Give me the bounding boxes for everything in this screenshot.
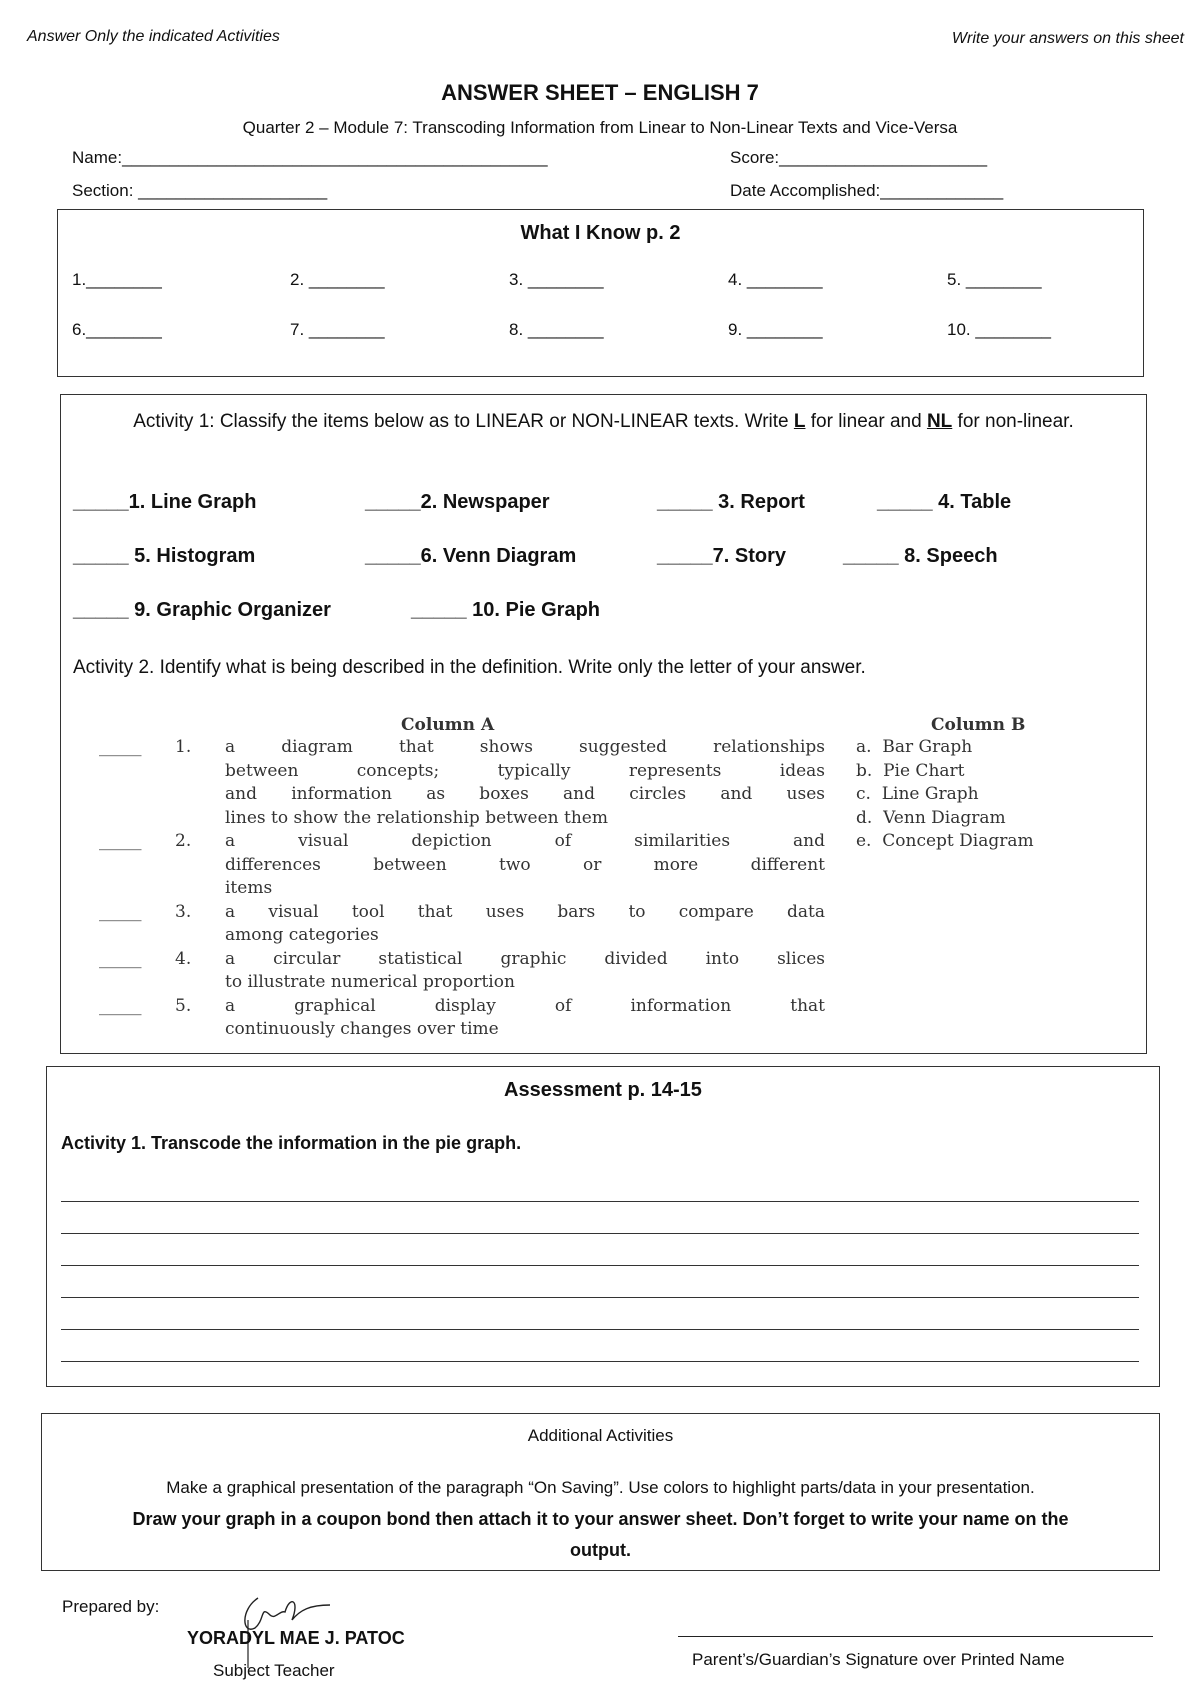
choice-e: e. Concept Diagram (856, 831, 1034, 851)
activity1-instructions: Activity 1: Classify the items below as to LINEAR or NON-LINEAR texts. Write L for linear and NL for non-linear. (133, 411, 1074, 432)
classify-item-3[interactable]: _____ 3. Report (657, 491, 805, 513)
classify-item-7[interactable]: _____7. Story (657, 545, 786, 567)
answer-blank-8[interactable]: 8. ________ (509, 320, 604, 339)
answer-line[interactable] (61, 1361, 1139, 1362)
definition-line: continuously changes over time (225, 1019, 499, 1039)
match-blank-2[interactable]: _____ (99, 831, 142, 851)
classify-item-9[interactable]: _____ 9. Graphic Organizer (73, 599, 331, 621)
match-number: 5. (175, 995, 192, 1016)
match-number: 2. (175, 831, 192, 851)
additional-bold-text: Draw your graph in a coupon bond then attach it to your answer sheet. Don’t forget to write your name on the output. (132, 1509, 1069, 1560)
choice-b: b. Pie Chart (856, 760, 965, 781)
prepared-by-label: Prepared by: (62, 1597, 160, 1616)
activity2-instructions: Activity 2. Identify what is being described in the definition. Write only the letter of your answer. (73, 657, 866, 678)
definition-line: a circular statistical graphic divided into slices (225, 948, 825, 969)
answer-line[interactable] (61, 1297, 1139, 1298)
answer-line[interactable] (61, 1329, 1139, 1330)
parent-signature-line[interactable] (678, 1636, 1153, 1637)
choice-d: d. Venn Diagram (856, 807, 1006, 828)
match-number: 4. (175, 948, 192, 969)
classify-item-8[interactable]: _____ 8. Speech (843, 545, 998, 567)
definition-line: a visual depiction of similarities and (225, 831, 825, 851)
activities-box (60, 394, 1147, 1054)
answer-line[interactable] (61, 1201, 1139, 1202)
page-title: ANSWER SHEET – ENGLISH 7 (441, 80, 759, 105)
definition-line: between concepts; typically represents ideas (225, 760, 825, 781)
page-subtitle: Quarter 2 – Module 7: Transcoding Information from Linear to Non-Linear Texts and Vice-Versa (242, 118, 958, 137)
what-i-know-box (57, 209, 1144, 377)
answer-blank-10[interactable]: 10. ________ (947, 320, 1051, 339)
additional-text: Make a graphical presentation of the paragraph “On Saving”. Use colors to highlight parts/data in your presentation. (166, 1478, 1035, 1497)
answer-blank-5[interactable]: 5. ________ (947, 270, 1042, 289)
definition-line: items (225, 878, 273, 898)
classify-item-5[interactable]: _____ 5. Histogram (73, 545, 256, 567)
teacher-name: YORADYL MAE J. PATOC (187, 1628, 405, 1648)
answer-blank-2[interactable]: 2. ________ (290, 270, 385, 289)
answer-blank-4[interactable]: 4. ________ (728, 270, 823, 289)
answer-blank-1[interactable]: 1.________ (72, 270, 162, 289)
answer-blank-9[interactable]: 9. ________ (728, 320, 823, 339)
score-field[interactable]: Score:______________________ (730, 148, 988, 167)
teacher-role: Subject Teacher (213, 1661, 335, 1680)
choice-a: a. Bar Graph (856, 737, 973, 757)
answer-line[interactable] (61, 1233, 1139, 1234)
match-number: 1. (175, 737, 192, 757)
definition-line: among categories (225, 925, 379, 945)
assessment-instructions: Activity 1. Transcode the information in the pie graph. (61, 1133, 522, 1153)
definition-line: a diagram that shows suggested relationships (225, 737, 825, 757)
answer-blank-7[interactable]: 7. ________ (290, 320, 385, 339)
classify-item-1[interactable]: _____1. Line Graph (73, 491, 257, 513)
answer-line[interactable] (61, 1265, 1139, 1266)
additional-title: Additional Activities (527, 1426, 674, 1445)
classify-item-6[interactable]: _____6. Venn Diagram (365, 545, 577, 567)
classify-item-4[interactable]: _____ 4. Table (877, 491, 1012, 513)
name-field[interactable]: Name:_____________________________________________ (72, 148, 548, 167)
choice-c: c. Line Graph (856, 784, 979, 804)
column-a-header: Column A (401, 715, 495, 735)
definition-line: lines to show the relationship between them (225, 807, 608, 828)
assessment-box (46, 1066, 1160, 1387)
definition-line: to illustrate numerical proportion (225, 972, 515, 992)
header-left-note: Answer Only the indicated Activities (27, 28, 280, 45)
match-blank-5[interactable]: _____ (99, 995, 142, 1016)
date-field[interactable]: Date Accomplished:_____________ (730, 181, 1004, 200)
additional-activities-box (41, 1413, 1160, 1571)
header-right-note: Write your answers on this sheet (951, 30, 1184, 47)
classify-item-2[interactable]: _____2. Newspaper (365, 491, 550, 513)
classify-item-10[interactable]: _____ 10. Pie Graph (411, 599, 601, 621)
definition-line: and information as boxes and circles and uses (225, 784, 825, 804)
match-number: 3. (175, 901, 192, 922)
answer-blank-6[interactable]: 6.________ (72, 320, 162, 339)
match-blank-3[interactable]: _____ (99, 901, 142, 922)
section-field[interactable]: Section: ____________________ (72, 181, 328, 200)
match-blank-4[interactable]: _____ (99, 948, 142, 969)
match-blank-1[interactable]: _____ (99, 737, 142, 757)
definition-line: a graphical display of information that (225, 995, 825, 1016)
answer-blank-3[interactable]: 3. ________ (509, 270, 604, 289)
what-i-know-title: What I Know p. 2 (520, 222, 681, 244)
parent-signature-label: Parent’s/Guardian’s Signature over Printed Name (692, 1650, 1065, 1669)
definition-line: differences between two or more different (225, 854, 825, 875)
definition-line: a visual tool that uses bars to compare data (225, 901, 825, 922)
column-b-header: Column B (931, 715, 1026, 735)
assessment-title: Assessment p. 14-15 (504, 1079, 702, 1101)
